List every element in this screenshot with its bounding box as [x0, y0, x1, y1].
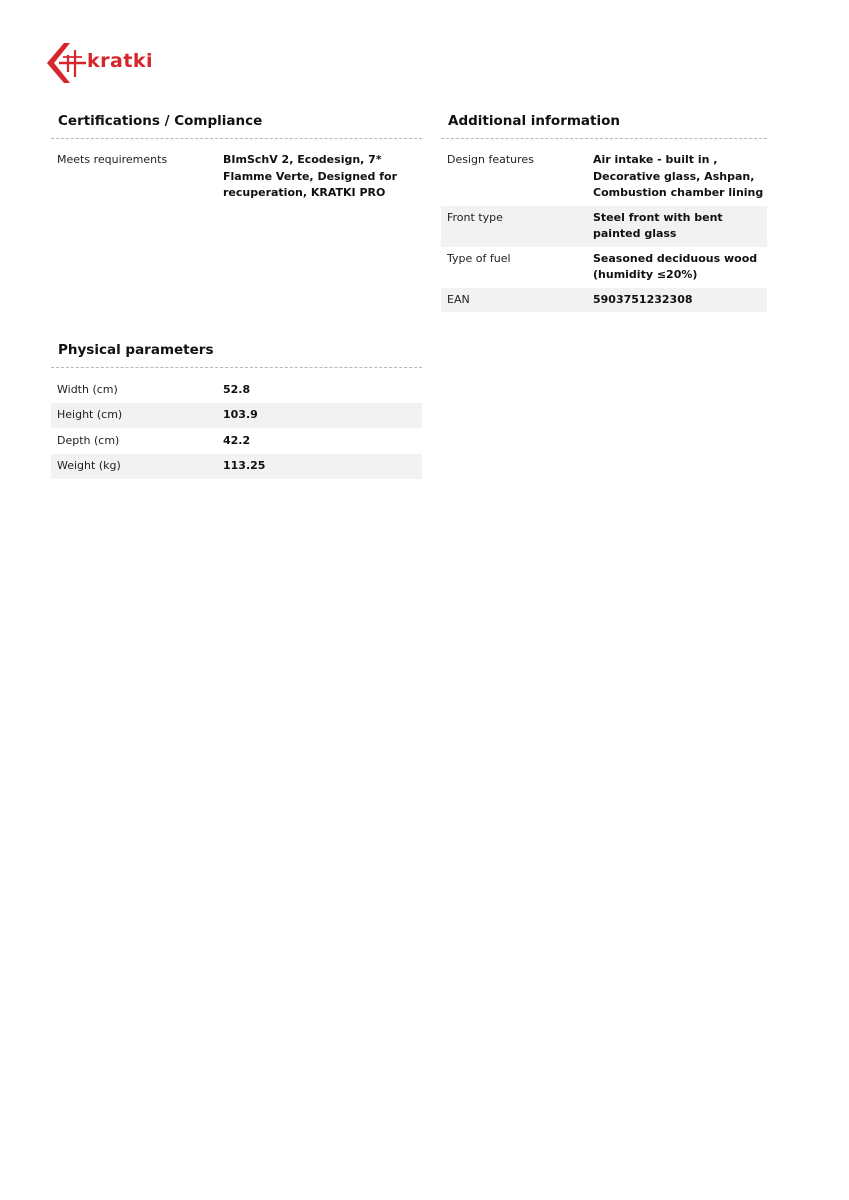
table-row: [441, 148, 767, 206]
row-value: Seasoned deciduous wood (humidity ≤20%): [593, 251, 758, 281]
row-label: EAN: [447, 292, 470, 306]
row-value: 103.9: [223, 408, 258, 421]
row-label: Type of fuel: [447, 251, 511, 265]
row-label: Width (cm): [57, 382, 118, 396]
certifications-section: [51, 113, 422, 206]
physical-parameters-section: [51, 342, 422, 479]
row-value: 52.8: [223, 382, 251, 396]
row-value: 5903751232308: [593, 292, 693, 306]
table-row: [441, 247, 767, 288]
row-label: Weight (kg): [57, 459, 121, 472]
row-label: Height (cm): [57, 408, 123, 421]
row-label: Design features: [447, 153, 534, 166]
table-row: [51, 403, 422, 429]
row-value: Steel front with bent painted glass: [593, 210, 723, 240]
table-row: [51, 148, 422, 206]
table-row: [51, 454, 422, 480]
table-row: [441, 288, 767, 313]
row-label: Depth (cm): [57, 433, 120, 447]
additional-info-table: [441, 148, 767, 312]
section-title: Certifications / Compliance: [51, 113, 422, 139]
section-title: Physical parameters: [51, 342, 422, 368]
additional-info-section: [441, 113, 767, 312]
row-label: Front type: [447, 210, 503, 224]
row-value: 113.25: [223, 459, 266, 472]
certifications-table: [51, 148, 422, 206]
physical-parameters-table: [51, 377, 422, 479]
table-row: [441, 206, 767, 247]
brand-logo-text: kratki: [87, 50, 154, 72]
section-title: Additional information: [441, 113, 767, 139]
table-row: [51, 428, 422, 454]
row-value: Air intake - built in , Decorative glass, Ashpan, Combustion chamber lining: [593, 153, 764, 199]
row-value: 42.2: [223, 433, 251, 447]
row-value: BImSchV 2, Ecodesign, 7* Flamme Verte, Designed for recuperation, KRATKI PRO: [223, 153, 397, 199]
table-row: [51, 377, 422, 403]
row-label: Meets requirements: [57, 153, 168, 166]
